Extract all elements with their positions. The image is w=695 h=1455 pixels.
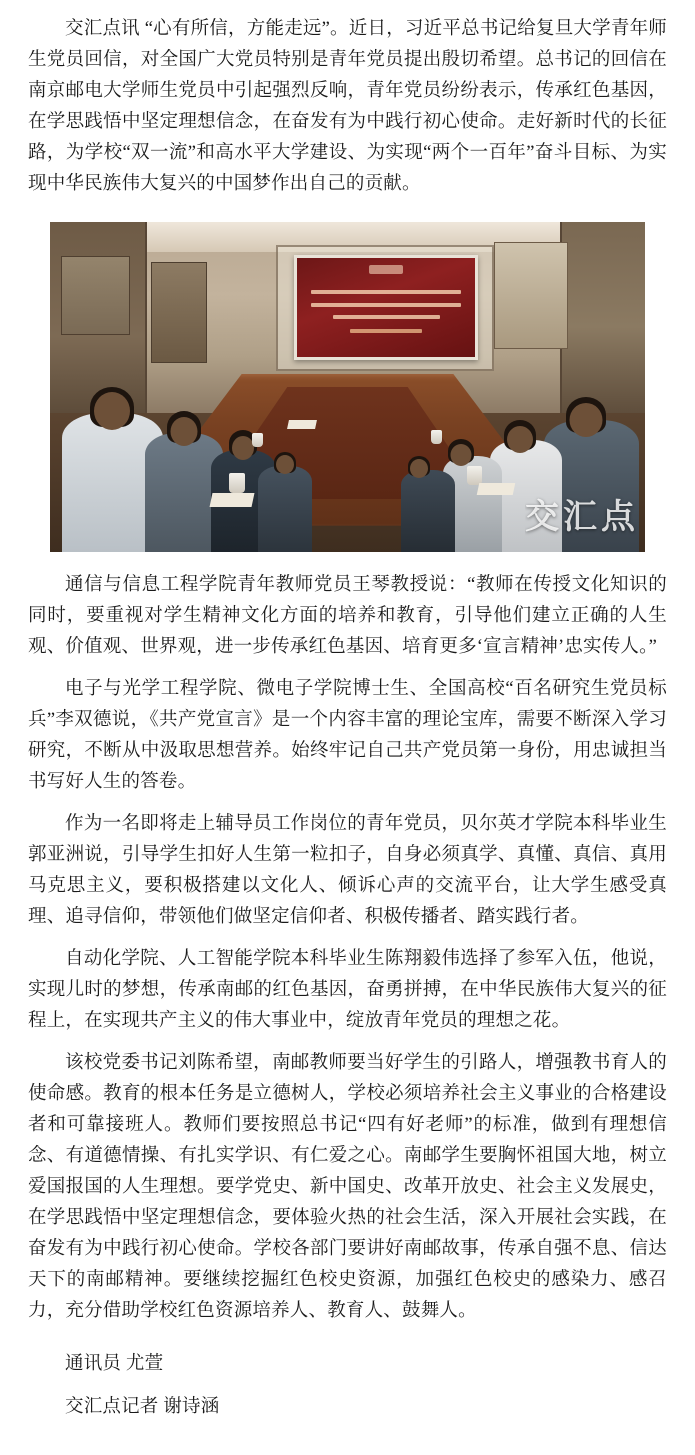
photo-person-head [450, 444, 471, 466]
photo-window [494, 242, 567, 350]
photo-wall-panel-left [50, 222, 147, 413]
article-byline [28, 1349, 667, 1423]
paragraph: 电子与光学工程学院、微电子学院博士生、全国高校“百名研究生党员标兵”李双德说，《共产党宣言》是一个内容丰富的理论宝库，需要不断深入学习研究，不断从中汲取思想营养。始终牢记自己共产党员第一身份，用忠诚担当书写好人生的答卷。 [28, 679, 667, 792]
paragraph: 自动化学院、人工智能学院本科毕业生陈翔毅伟选择了参军入伍，他说，实现儿时的梦想，传承南邮的红色基因，奋勇拼搏，在中华民族伟大复兴的征程上，在实现共产主义的伟大事业中，绽放青年党员的理想之花。 [28, 949, 667, 1031]
photo-person-head [410, 459, 428, 478]
photo-screen-text-line [311, 303, 461, 307]
photo-person [258, 466, 312, 552]
photo-document [209, 493, 254, 507]
photo-person-head [170, 417, 197, 446]
photo-person-head [507, 426, 533, 453]
photo-door [151, 262, 207, 363]
paragraph: 作为一名即将走上辅导员工作岗位的青年党员，贝尔英才学院本科毕业生郭亚洲说，引导学生扣好人生第一粒扣子，自身必须真学、真懂、真信、真用马克思主义，要积极搭建以文化人、倾诉心声的交流平台，让大学生感受真理、追寻信仰，带领他们做坚定信仰者、积极传播者、踏实践行者。 [28, 814, 667, 927]
photo-cup [229, 473, 245, 493]
photo-document [287, 420, 317, 429]
photo-watermark: 交汇点 [525, 498, 639, 536]
article-figure [28, 222, 667, 552]
photo-screen-logo [369, 265, 403, 274]
photo-wall-panel-right [560, 222, 645, 413]
paragraph: 交汇点讯 “心有所信，方能走远”。近日，习近平总书记给复旦大学青年师生党员回信，对全国广大党员特别是青年党员提出殷切希望。总书记的回信在南京邮电大学师生党员中引起强烈反响，青年党员纷纷表示，传承红色基因，在学思践悟中坚定理想信念，在奋发有为中践行初心使命。走好新时代的长征路，为学校“双一流”和高水平大学建设、为实现“两个一百年”奋斗目标、为实现中华民族伟大复兴的中国梦作出自己的贡献。 [28, 19, 667, 194]
photo-screen-text-line [311, 290, 461, 294]
photo-person [401, 470, 455, 553]
photo-screen-text-line [350, 329, 421, 333]
photo-screen-text-line [333, 315, 440, 319]
photo-cup [431, 430, 442, 444]
byline-correspondent: 通讯员 尤萱 [65, 1354, 164, 1374]
photo-person-head [94, 392, 130, 430]
paragraph: 通信与信息工程学院青年教师党员王琴教授说：“教师在传授文化知识的同时，要重视对学生精神文化方面的培养和教育，引导他们建立正确的人生观、价值观、世界观，进一步传承红色基因、培育更多‘宣言精神’忠实传人。” [28, 575, 667, 657]
meeting-photo [50, 222, 645, 552]
byline-reporter: 交汇点记者 谢诗涵 [65, 1397, 220, 1417]
photo-document [477, 483, 516, 495]
photo-cup [252, 433, 263, 447]
photo-projection-screen [294, 255, 479, 360]
paragraph: 该校党委书记刘陈希望，南邮教师要当好学生的引路人，增强教书育人的使命感。教育的根本任务是立德树人，学校必须培养社会主义事业的合格建设者和可靠接班人。教师们要按照总书记“四有好老师”的标准，做到有理想信念、有道德情操、有扎实学识、有仁爱之心。南邮学生要胸怀祖国大地，树立爱国报国的人生理想。要学党史、新中国史、改革开放史、社会主义发展史，在学思践悟中坚定理想信念，要体验火热的社会生活，深入开展社会实践，在奋发有为中践行初心使命。学校各部门要讲好南邮故事，传承自强不息、信达天下的南邮精神。要继续挖掘红色校史资源，加强红色校史的感染力、感召力，充分借助学校红色资源培养人、教育人、鼓舞人。 [28, 1053, 667, 1321]
photo-person-head [569, 403, 602, 437]
photo-person-head [276, 455, 294, 474]
photo-person-head [232, 436, 254, 460]
